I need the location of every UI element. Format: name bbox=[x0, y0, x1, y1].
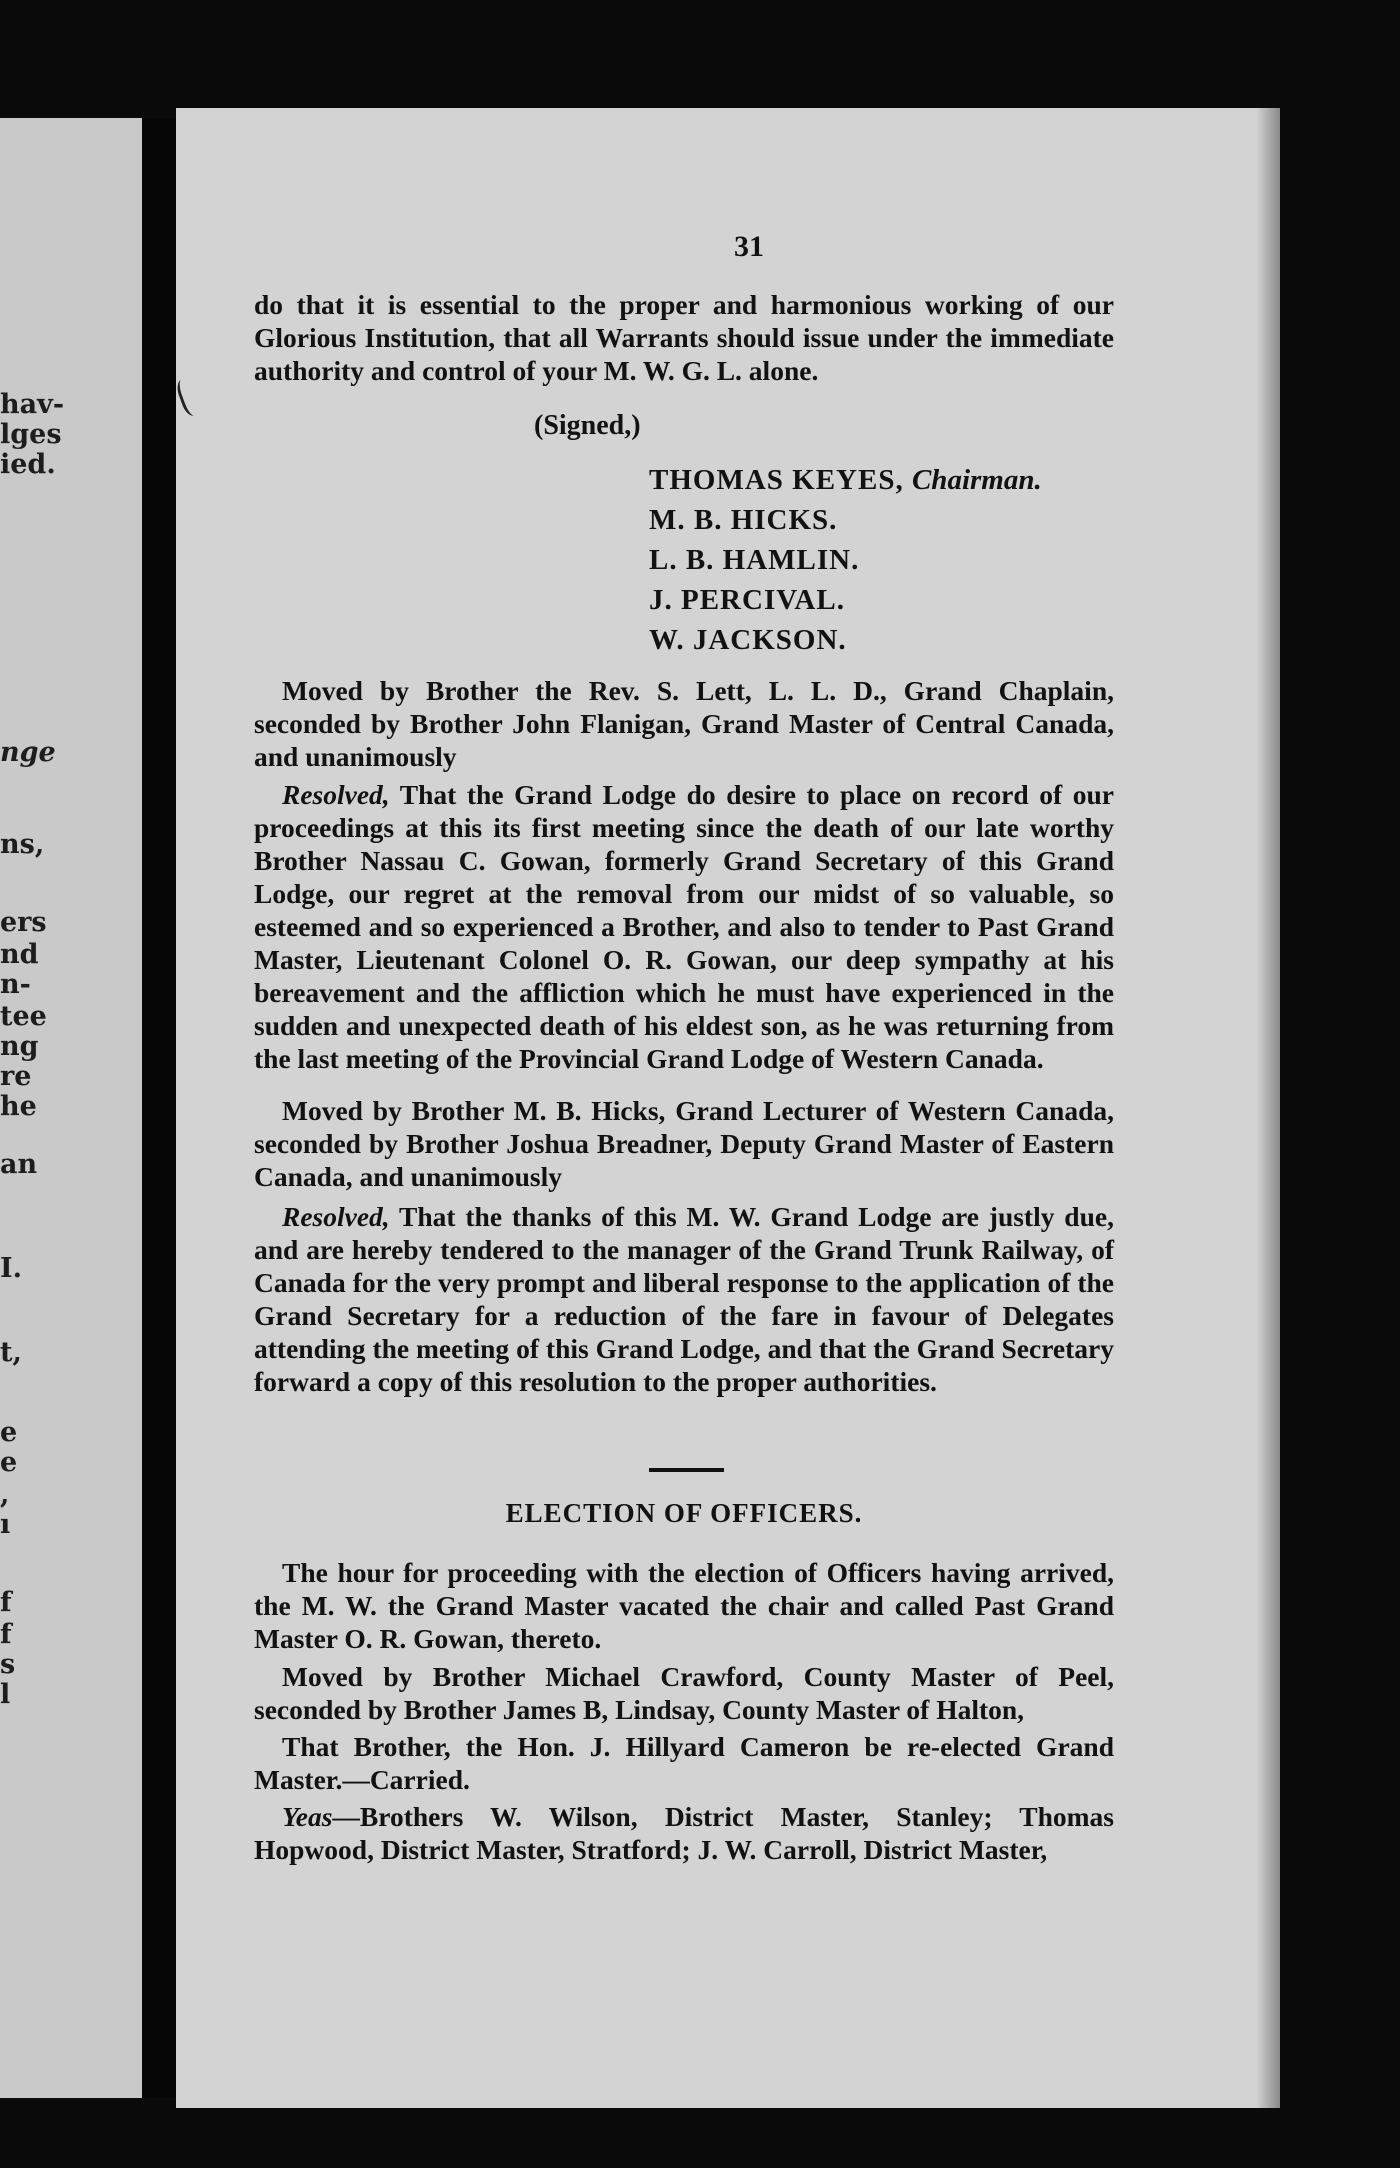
signatory bbox=[649, 504, 837, 537]
margin-fragment: f bbox=[0, 1587, 12, 1618]
margin-fragment: I. bbox=[0, 1253, 23, 1284]
signatory bbox=[649, 624, 847, 657]
margin-fragment: ng bbox=[0, 1031, 39, 1062]
margin-fragment: e bbox=[0, 1447, 18, 1478]
margin-fragment: he bbox=[0, 1091, 37, 1122]
signatory-name: M. B. HICKS. bbox=[649, 504, 838, 536]
margin-fragment: nd bbox=[0, 939, 39, 970]
yeas-text: —Brothers W. Wilson, District Master, Stanley; Thomas Hopwood, District Master, Stratford; J. W. Carroll, District Master, bbox=[254, 1801, 1114, 1865]
section-heading: ELECTION OF OFFICERS. bbox=[505, 1498, 863, 1528]
signatory-name: THOMAS KEYES, bbox=[649, 464, 904, 496]
signed-label: (Signed,) bbox=[534, 410, 641, 441]
margin-fragment: an bbox=[0, 1149, 38, 1180]
margin-fragment: f bbox=[0, 1619, 12, 1650]
resolution-paragraph bbox=[254, 778, 1114, 1075]
margin-fragment: ı bbox=[0, 1509, 11, 1540]
margin-fragment: ns, bbox=[0, 829, 45, 860]
margin-fragment: l bbox=[0, 1679, 11, 1710]
signatory-title: Chairman. bbox=[911, 464, 1042, 496]
vote-paragraph bbox=[254, 1800, 1114, 1866]
motion-paragraph: Moved by Brother the Rev. S. Lett, L. L. D., Grand Chaplain, seconded by Brother John Flanigan, Grand Master of Central Canada, and unanimously bbox=[254, 675, 1114, 772]
signatory bbox=[649, 584, 845, 617]
margin-fragment: hav- bbox=[0, 389, 65, 420]
motion-paragraph: Moved by Brother Michael Crawford, County Master of Peel, seconded by Brother James B, Lindsay, County Master of Halton, bbox=[254, 1661, 1114, 1725]
book-page bbox=[176, 108, 1280, 2108]
margin-fragment: , bbox=[0, 1479, 10, 1510]
motion-paragraph: Moved by Brother M. B. Hicks, Grand Lecturer of Western Canada, seconded by Brother Joshua Breadner, Deputy Grand Master of Eastern Canada, and unanimously bbox=[254, 1095, 1114, 1192]
yeas-label: Yeas bbox=[282, 1801, 333, 1832]
page-number: 31 bbox=[734, 230, 764, 263]
pencil-mark bbox=[176, 376, 205, 418]
resolution-text: That the thanks of this M. W. Grand Lodge are justly due, and are hereby tendered to the manager of the Grand Trunk Railway, of Canada for the very prompt and liberal response to the application of the Grand Secretary for a reduction of the fare in favour of Delegates attending the meeting of this Grand Lodge, and that the Grand Secretary forward a copy of this resolution to the proper authorities. bbox=[254, 1201, 1114, 1397]
margin-fragment: n- bbox=[0, 969, 31, 1000]
signatory-name: L. B. HAMLIN. bbox=[649, 544, 860, 576]
page-edge-shadow bbox=[1256, 108, 1280, 2108]
resolved-label: Resolved, bbox=[282, 779, 390, 810]
facing-page-edge bbox=[0, 118, 142, 2098]
margin-fragment: re bbox=[0, 1061, 32, 1092]
margin-fragment: t, bbox=[0, 1337, 22, 1368]
resolution-paragraph bbox=[254, 1200, 1114, 1398]
paragraph-continuation: do that it is essential to the proper and harmonious working of our Glorious Institution, that all Warrants should issue under the immediate authority and control of your M. W. G. L. alone. bbox=[254, 289, 1114, 386]
margin-fragment: tee bbox=[0, 1001, 47, 1032]
body-paragraph: That Brother, the Hon. J. Hillyard Cameron be re-elected Grand Master.—Carried. bbox=[254, 1731, 1114, 1795]
margin-fragment: ied. bbox=[0, 449, 56, 480]
margin-fragment: ers bbox=[0, 907, 47, 938]
margin-fragment: lges bbox=[0, 419, 62, 450]
resolution-text: That the Grand Lodge do desire to place on record of our proceedings at this its first meeting since the death of our late worthy Brother Nassau C. Gowan, formerly Grand Secretary of this Grand Lodge, our regret at the removal from our midst of so valuable, so esteemed and so experienced a Brother, and also to tender to Past Grand Master, Lieutenant Colonel O. R. Gowan, our deep sympathy at his bereavement and the affliction which he must have experienced in the sudden and unexpected death of his eldest son, as he was returning from the last meeting of the Provincial Grand Lodge of Western Canada. bbox=[254, 779, 1114, 1074]
signatory bbox=[649, 464, 1042, 497]
section-divider bbox=[649, 1468, 724, 1472]
margin-fragment: nge bbox=[0, 737, 56, 768]
signatory bbox=[649, 544, 859, 577]
binding-gutter bbox=[142, 118, 176, 2098]
body-paragraph: The hour for proceeding with the election of Officers having arrived, the M. W. the Grand Master vacated the chair and called Past Grand Master O. R. Gowan, thereto. bbox=[254, 1557, 1114, 1654]
margin-fragment: e bbox=[0, 1417, 18, 1448]
signatory-name: W. JACKSON. bbox=[649, 624, 847, 656]
margin-fragment: s bbox=[0, 1649, 16, 1680]
signatory-name: J. PERCIVAL. bbox=[649, 584, 845, 616]
resolved-label: Resolved, bbox=[282, 1201, 390, 1232]
